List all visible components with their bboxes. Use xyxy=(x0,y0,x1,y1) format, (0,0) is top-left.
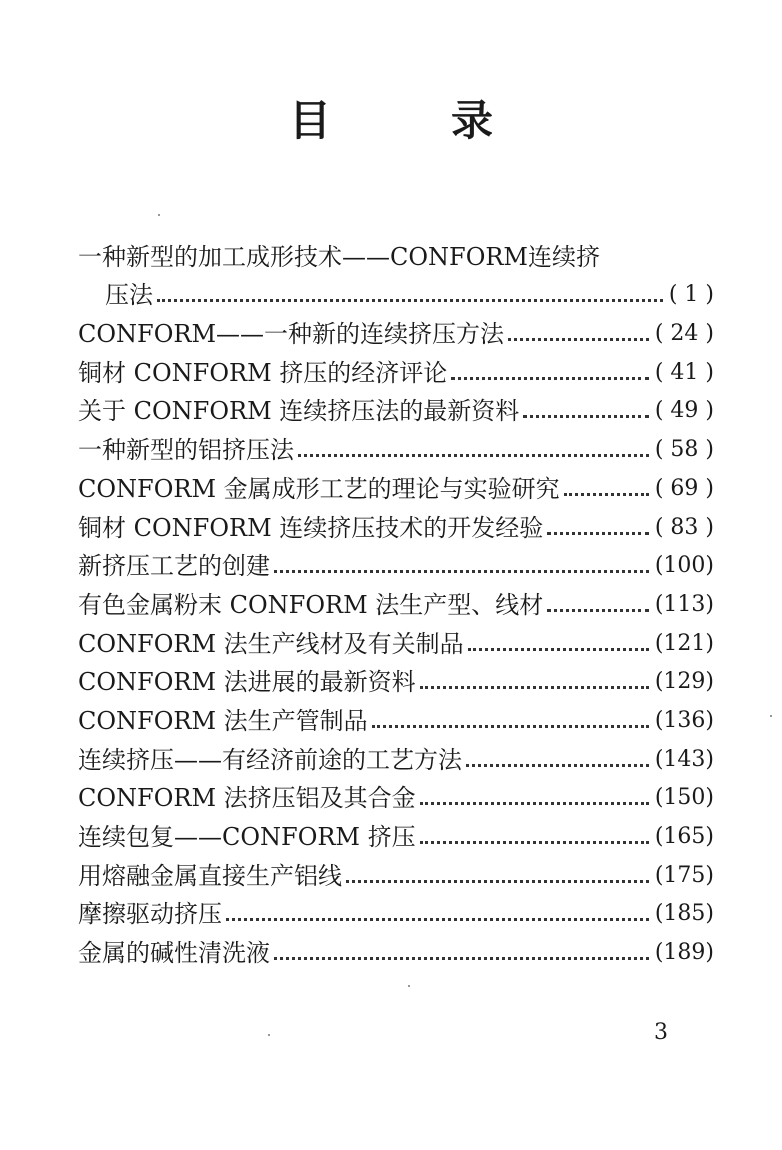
toc-entry-title: 关于 CONFORM 连续挤压法的最新资料 xyxy=(78,397,520,426)
toc-entry-title: 新挤压工艺的创建 xyxy=(78,552,270,581)
toc-entry[interactable] xyxy=(78,426,714,465)
toc-entry-title: 一种新型的加工成形技术——CONFORM连续挤 xyxy=(78,242,601,271)
toc-entry-title: CONFORM 金属成形工艺的理论与实验研究 xyxy=(78,474,560,503)
dot-leader xyxy=(547,609,649,612)
toc-entry-title: CONFORM 法生产线材及有关制品 xyxy=(78,629,464,658)
toc-entry[interactable] xyxy=(78,465,714,504)
toc-entry-line[interactable] xyxy=(78,233,714,272)
dot-leader xyxy=(547,532,649,535)
toc-entry-title: CONFORM——一种新的连续挤压方法 xyxy=(78,320,505,349)
toc-entry-title: CONFORM 法挤压铝及其合金 xyxy=(78,784,416,813)
toc-entry-title-continuation: 压法 xyxy=(105,281,153,310)
toc-entry-page: ( 58 ) xyxy=(654,437,714,463)
scan-speck xyxy=(770,715,772,717)
scan-speck xyxy=(158,214,160,216)
toc-entry-page: (100) xyxy=(654,553,714,579)
toc-entry-page: (189) xyxy=(654,940,714,966)
dot-leader xyxy=(523,415,649,418)
toc-entry[interactable] xyxy=(78,697,714,736)
dot-leader xyxy=(420,802,649,805)
toc-entry[interactable] xyxy=(78,929,714,968)
toc-entry-page: (121) xyxy=(654,630,714,656)
toc-entry-page: ( 41 ) xyxy=(654,359,714,385)
title-char-2: 录 xyxy=(451,96,494,145)
dot-leader xyxy=(372,725,649,728)
toc-entry-page: (136) xyxy=(654,707,714,733)
toc-entry[interactable] xyxy=(78,310,714,349)
toc-entry-page: ( 83 ) xyxy=(654,514,714,540)
dot-leader xyxy=(346,880,649,883)
toc-entry[interactable] xyxy=(78,272,714,311)
toc-entry-page: (185) xyxy=(654,901,714,927)
toc-entry[interactable] xyxy=(78,659,714,698)
dot-leader xyxy=(468,648,649,651)
dot-leader xyxy=(508,338,649,341)
page-number: 3 xyxy=(654,1020,668,1045)
toc-entry[interactable] xyxy=(78,891,714,930)
dot-leader xyxy=(157,299,663,302)
toc-entry[interactable] xyxy=(78,852,714,891)
toc-entry-title: 用熔融金属直接生产铝线 xyxy=(78,861,342,890)
toc-entry-title: 金属的碱性清洗液 xyxy=(78,939,270,968)
toc-entry-page: ( 69 ) xyxy=(654,475,714,501)
toc-entry[interactable] xyxy=(78,388,714,427)
toc-entry[interactable] xyxy=(78,349,714,388)
dot-leader xyxy=(298,454,649,457)
title-char-1: 目 xyxy=(288,96,331,145)
dot-leader xyxy=(226,918,649,921)
dot-leader xyxy=(564,493,649,496)
toc-entry-page: (143) xyxy=(654,746,714,772)
toc-entry-page: ( 49 ) xyxy=(654,398,714,424)
toc-entry[interactable] xyxy=(78,775,714,814)
scan-speck xyxy=(268,1034,270,1036)
toc-entry-page: (150) xyxy=(654,785,714,811)
toc-entry-page: ( 24 ) xyxy=(654,321,714,347)
toc-entry-page: (165) xyxy=(654,824,714,849)
toc-entry-title: CONFORM 法进展的最新资料 xyxy=(78,668,416,697)
dot-leader xyxy=(451,377,649,380)
toc-entry-title: CONFORM 法生产管制品 xyxy=(78,706,368,735)
dot-leader xyxy=(466,764,649,767)
toc-entry-page: (113) xyxy=(654,591,714,617)
dot-leader xyxy=(274,570,649,573)
toc-entry-page: ( 1 ) xyxy=(668,282,714,308)
toc-entry[interactable] xyxy=(78,813,714,852)
dot-leader xyxy=(420,686,649,689)
dot-leader xyxy=(420,841,649,844)
dot-leader xyxy=(274,957,649,960)
toc-entry-title: 铜材 CONFORM 挤压的经济评论 xyxy=(78,358,448,387)
toc-entry-title: 摩擦驱动挤压 xyxy=(78,900,222,929)
toc-entry-title: 有色金属粉末 CONFORM 法生产型、线材 xyxy=(78,590,544,619)
toc-entry[interactable] xyxy=(78,504,714,543)
toc-entry[interactable] xyxy=(78,543,714,582)
table-of-contents xyxy=(78,233,714,968)
scan-speck xyxy=(408,985,410,987)
toc-entry-title: 连续包复——CONFORM 挤压 xyxy=(78,823,416,851)
toc-entry-title: 一种新型的铝挤压法 xyxy=(78,436,294,465)
page-title xyxy=(0,88,782,148)
toc-entry[interactable] xyxy=(78,736,714,775)
toc-entry[interactable] xyxy=(78,581,714,620)
toc-entry-page: (129) xyxy=(654,669,714,695)
toc-entry-title: 连续挤压——有经济前途的工艺方法 xyxy=(78,745,462,774)
toc-entry-page: (175) xyxy=(654,862,714,888)
toc-entry-title: 铜材 CONFORM 连续挤压技术的开发经验 xyxy=(78,513,544,542)
toc-entry[interactable] xyxy=(78,620,714,659)
